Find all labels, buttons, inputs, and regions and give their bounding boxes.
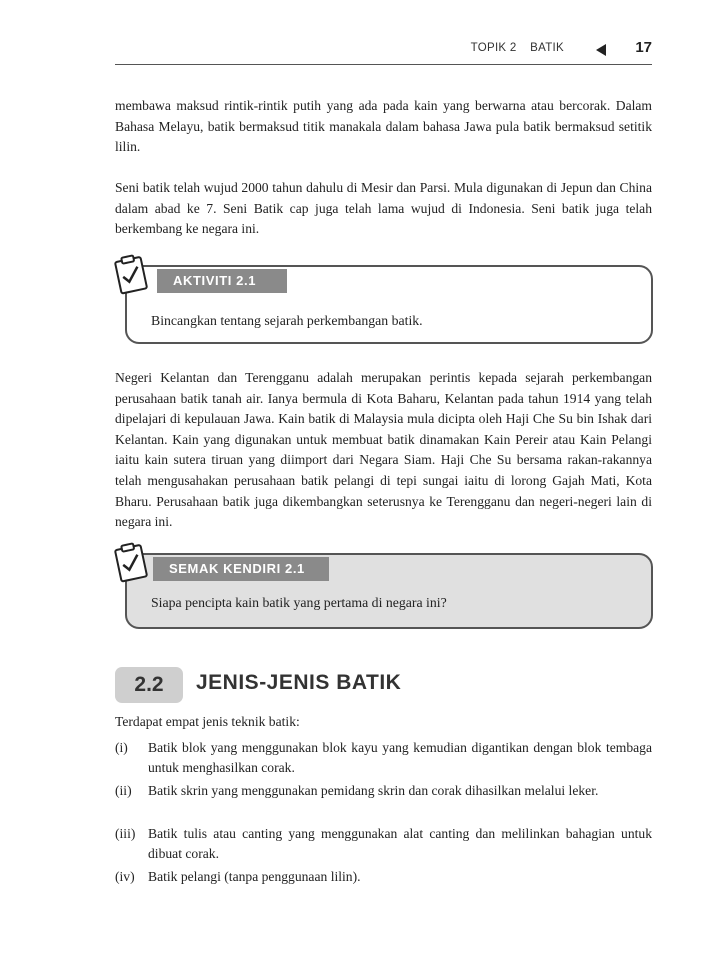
paragraph-history: Seni batik telah wujud 2000 tahun dahulu di Mesir dan Parsi. Mula digunakan di Jepun dan China dalam abad ke 7. Seni Batik cap juga telah lama wujud di Indonesia. Seni batik juga telah berkembang ke negara ini. [115, 180, 652, 237]
topic-label: TOPIK 2 [470, 42, 517, 54]
activity-text: Bincangkan tentang sejarah perkembangan batik. [151, 313, 423, 328]
arrow-left-icon [596, 44, 606, 56]
list-item-number: (iv) [115, 869, 135, 884]
list-item-text: Batik blok yang menggunakan blok kayu yang kemudian digantikan dengan blok tembaga untuk menghasilkan corak. [148, 740, 652, 775]
running-header [461, 42, 564, 54]
chapter-label: BATIK [530, 42, 564, 54]
list-item-number: (i) [115, 740, 128, 755]
activity-label: AKTIVITI 2.1 [157, 269, 287, 293]
paragraph-intro: membawa maksud rintik-rintik putih yang ada pada kain yang berwarna atau bercorak. Dalam Bahasa Melayu, batik bermaksud titik manakala dalam bahasa Jawa pula batik bermaksud setitik lilin. [115, 98, 652, 155]
paragraph-kelantan: Negeri Kelantan dan Terengganu adalah merupakan perintis kepada sejarah perkembangan perusahaan batik tanah air. Ianya bermula di Kota Baharu, Kelantan pada tahun 1914 yang telah dipelajari di kepulauan Jawa. Kain batik di Malaysia mula dicipta oleh Haji Che Su bin Ishak dari Kelantan. Kain yang digunakan untuk membuat batik dinamakan Kain Pereir atau Kain Pelangi iaitu kain sutera tiruan yang diimport dari Negara Siam. Haji Che Su bersama rakan-rakannya telah mengusahakan perusahaan batik pelangi di tepi sungai iaitu di lorong Gajah Mati, Kota Bharu. Perusahaan batik juga dikembangkan seterusnya ke Terengganu dan negeri-negeri lain di negara ini. [115, 370, 652, 530]
selfcheck-label: SEMAK KENDIRI 2.1 [153, 557, 329, 581]
list-item-text: Batik skrin yang menggunakan pemidang skrin dan corak dihasilkan melalui leker. [148, 783, 599, 798]
clipboard-icon [112, 253, 152, 297]
selfcheck-text: Siapa pencipta kain batik yang pertama di negara ini? [151, 595, 447, 610]
page-number: 17 [635, 39, 652, 56]
list-item [115, 781, 652, 801]
paragraph-techniques-intro: Terdapat empat jenis teknik batik: [115, 714, 300, 729]
list-item [115, 738, 652, 777]
selfcheck-box [125, 553, 653, 629]
clipboard-icon [112, 541, 152, 585]
activity-box [125, 265, 653, 344]
list-item [115, 867, 652, 887]
section-title: JENIS-JENIS BATIK [196, 671, 402, 694]
section-number: 2.2 [115, 667, 183, 703]
list-item-text: Batik pelangi (tanpa penggunaan lilin). [148, 869, 361, 884]
page-header [115, 36, 652, 65]
list-item [115, 824, 652, 863]
list-item-number: (ii) [115, 783, 132, 798]
list-item-text: Batik tulis atau canting yang menggunakan alat canting dan melilinkan bahagian untuk dibuat corak. [148, 826, 652, 861]
list-item-number: (iii) [115, 826, 136, 841]
